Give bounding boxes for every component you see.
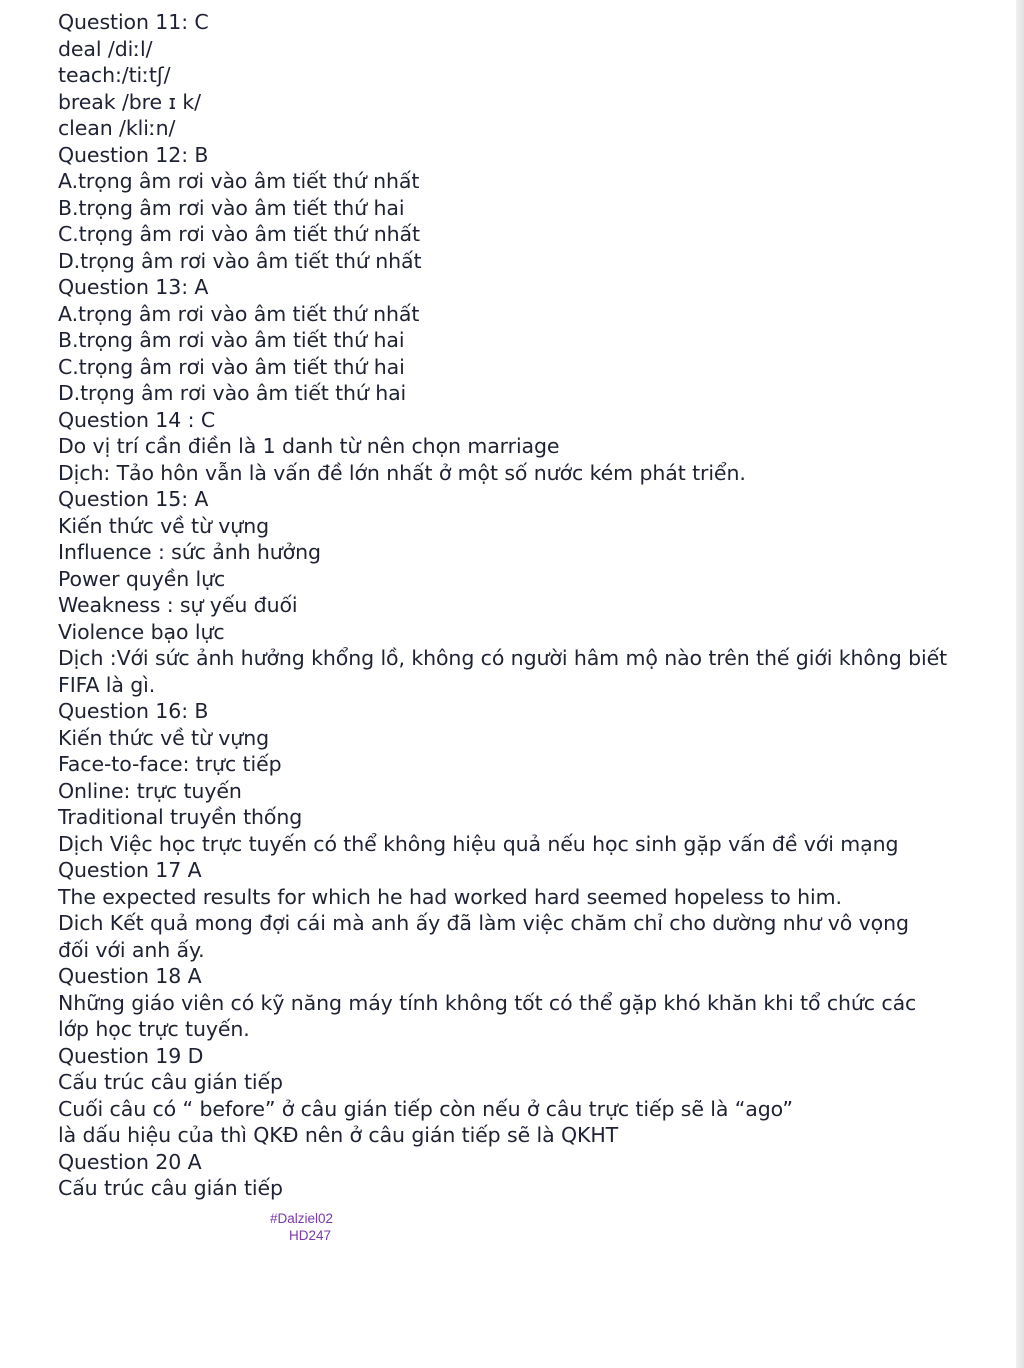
text-line: đối với anh ấy. <box>58 937 205 962</box>
signature-tag: #Dalziel02 <box>270 1211 334 1226</box>
text-line: Dịch :Với sức ảnh hưởng khổng lồ, không có người hâm mộ nào trên thế giới không biết <box>58 646 948 670</box>
question-15-heading: Question 15: A <box>58 487 209 511</box>
text-line: Dịch Việc học trực tuyến có thể không hiệu quả nếu học sinh gặp vấn đề với mạng <box>58 831 899 856</box>
text-line: Online: trực tuyến <box>58 778 242 803</box>
text-line: Kiến thức về từ vựng <box>58 513 270 538</box>
question-12-heading: Question 12: B <box>58 142 209 167</box>
text-line: Traditional truyền thống <box>58 805 303 829</box>
page-edge-shadow <box>1016 0 1024 1368</box>
text-line: Những giáo viên có kỹ năng máy tính không tốt có thể gặp khó khăn khi tổ chức các <box>58 990 917 1015</box>
text-line: Face-to-face: trực tiếp <box>58 752 282 776</box>
text-line: Do vị trí cần điền là 1 danh từ nên chọn marriage <box>58 434 560 458</box>
answer-key-text <box>58 9 1008 1202</box>
text-line: D.trọng âm rơi vào âm tiết thứ nhất <box>58 248 422 273</box>
text-line: Violence bạo lực <box>58 619 225 644</box>
question-18-heading: Question 18 A <box>58 964 202 988</box>
text-line: The expected results for which he had worked hard seemed hopeless to him. <box>58 884 842 909</box>
text-line: A.trọng âm rơi vào âm tiết thứ nhất <box>58 169 420 193</box>
text-line: teach:/tiːtʃ/ <box>58 63 171 87</box>
text-line: là dấu hiệu của thì QKĐ nên ở câu gián tiếp sẽ là QKHT <box>58 1123 619 1147</box>
text-line: deal /diːl/ <box>58 36 153 61</box>
text-line: clean /kliːn/ <box>58 116 176 140</box>
text-line: break /bre ɪ k/ <box>58 89 201 114</box>
question-19-heading: Question 19 D <box>58 1043 204 1068</box>
text-line: A.trọng âm rơi vào âm tiết thứ nhất <box>58 301 420 326</box>
question-20-heading: Question 20 A <box>58 1149 202 1174</box>
text-line: B.trọng âm rơi vào âm tiết thứ hai <box>58 328 405 352</box>
text-line: lớp học trực tuyến. <box>58 1017 250 1041</box>
text-line: Influence : sức ảnh hưởng <box>58 540 321 564</box>
text-line: Dich Kết quả mong đợi cái mà anh ấy đã làm việc chăm chỉ cho dường như vô vọng <box>58 911 909 935</box>
text-line: Cấu trúc câu gián tiếp <box>58 1176 283 1200</box>
text-line: D.trọng âm rơi vào âm tiết thứ hai <box>58 381 407 405</box>
text-line: C.trọng âm rơi vào âm tiết thứ hai <box>58 354 405 379</box>
text-line: C.trọng âm rơi vào âm tiết thứ nhất <box>58 222 420 246</box>
question-13-heading: Question 13: A <box>58 275 209 299</box>
text-line: Cấu trúc câu gián tiếp <box>58 1070 283 1094</box>
question-14-heading: Question 14 : C <box>58 407 216 432</box>
text-line: Cuối câu có “ before” ở câu gián tiếp còn nếu ở câu trực tiếp sẽ là “ago” <box>58 1096 793 1121</box>
question-17-heading: Question 17 A <box>58 858 202 882</box>
question-16-heading: Question 16: B <box>58 699 209 723</box>
text-line: FIFA là gì. <box>58 672 156 697</box>
text-line: Dịch: Tảo hôn vẫn là vấn đề lớn nhất ở một số nước kém phát triển. <box>58 460 746 485</box>
signature-site: HD247 <box>289 1228 332 1243</box>
text-line: Weakness : sự yếu đuối <box>58 593 298 617</box>
text-line: B.trọng âm rơi vào âm tiết thứ hai <box>58 195 405 220</box>
author-signature <box>270 1210 333 1244</box>
text-line: Power quyền lực <box>58 566 226 591</box>
text-line: Kiến thức về từ vựng <box>58 725 270 750</box>
question-11-heading: Question 11: C <box>58 10 209 34</box>
